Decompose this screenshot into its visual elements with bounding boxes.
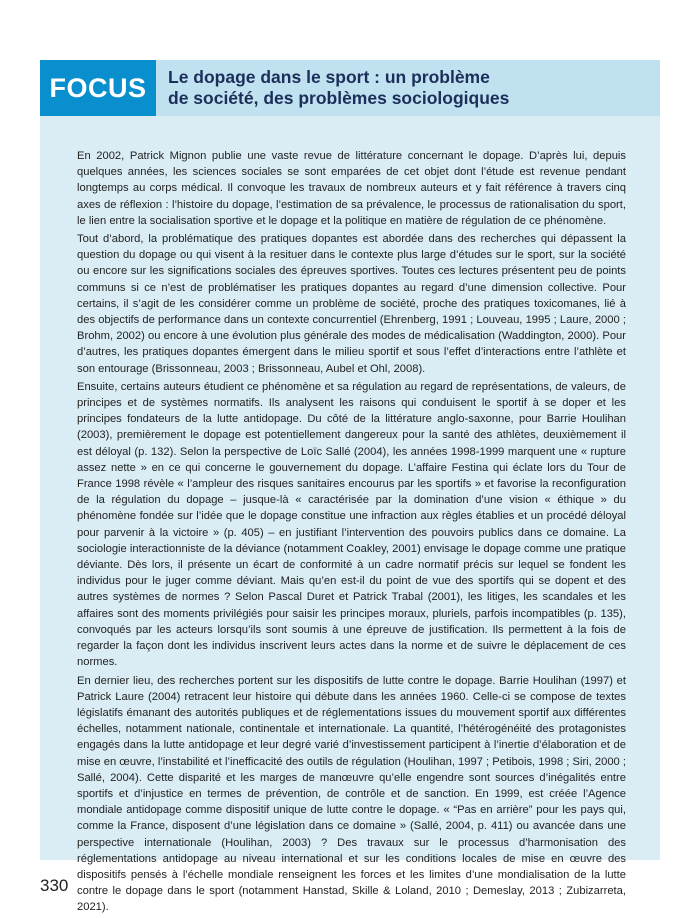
paragraph-4: En dernier lieu, des recherches portent sur les dispositifs de lutte contre le dopage. Barrie Houlihan (1997) et Patrick Laure (2004) retracent leur histoire qui débute dans les années 1960. Celle-ci se compose de textes législatifs émanant des autorités publiques et de réglementations issues du mouvement sportif aux différentes échelles, notamment nationale, continentale et internationale. La quantité, l’hétérogénéité des protagonistes engagés dans la lutte antidopage et leur degré varié d’investissement participent à l’inertie d’élaboration et de mise en œuvre, l’instabilité et l’inefficacité des outils de régulation (Houlihan, 1997 ; Petibois, 1998 ; Siri, 2000 ; Sallé, 2004). Cette disparité et les marges de manœuvre qu’elle engendre sont sources d’inégalités entre sportifs et d’injustice en termes de prévention, de contrôle et de sanction. En 1999, est créée l’Agence mondiale antidopage comme dispositif unique de lutte contre le dopage. « “Pas en arrière” pour les pays qui, comme la France, disposent d’une législation dans ce domaine » (Sallé, 2004, p. 411) ou avancée dans une perspective internationale (Houlihan, 2003) ? Des travaux sur le processus d’harmonisation des réglementations antidopage au niveau international et sur les conditions locales de mise en œuvre des dispositifs pensés à l’échelle mondiale renseignent les forces et les limites d’une mondialisation de la lutte contre le dopage dans le sport (notamment Hanstad, Skille & Loland, 2010 ; Demeslay, 2013 ; Zubizarreta, 2021). (77, 674, 626, 914)
focus-header (40, 60, 660, 116)
focus-tag: FOCUS (40, 60, 156, 116)
focus-body (77, 148, 626, 918)
focus-title (168, 67, 648, 109)
page-number: 330 (40, 876, 69, 895)
paragraph-1: En 2002, Patrick Mignon publie une vaste revue de littérature concernant le dopage. D’après lui, depuis quelques années, les sciences sociales se sont emparées de cet objet dont l’étude est revenue pendant longtemps au corps médical. Il convoque les travaux de nombreux auteurs et y fait référence à travers cinq axes de réflexion : l’histoire du dopage, l’estimation de sa prévalence, le processus de rationalisation du sport, le lien entre la socialisation sportive et le dopage et la politique en matière de régulation de ce phénomène. (77, 150, 626, 227)
focus-title-line-1: Le dopage dans le sport : un problème (168, 67, 490, 87)
paragraph-2: Tout d’abord, la problématique des pratiques dopantes est abordée dans des recherches qui dépassent la question du dopage ou qui visent à la resituer dans le contexte plus large d’études sur le sport, sur la société ou encore sur les significations sociales des épreuves sportives. Toutes ces lectures présentent peu de points communs si ce n’est de problématiser les pratiques dopantes au regard d’une dimension collective. Pour certains, il s’agit de les considérer comme un problème de société, proche des pratiques toxicomanes, lié à des objectifs de performance dans un contexte concurrentiel (Ehrenberg, 1991 ; Louveau, 1995 ; Laure, 2000 ; Brohm, 2002) ou encore à une évolution plus générale des modes de médicalisation (Waddington, 2000). Pour d’autres, les pratiques dopantes émergent dans le milieu sportif et sous l’effet d’interactions entre l’athlète et son entourage (Brissonneau, 2003 ; Brissonneau, Aubel et Ohl, 2008). (77, 233, 626, 375)
focus-title-line-2: de société, des problèmes sociologiques (168, 88, 510, 108)
paragraph-3: Ensuite, certains auteurs étudient ce phénomène et sa régulation au regard de représentations, de valeurs, de principes et de systèmes normatifs. Ils analysent les raisons qui conduisent le sportif à se doper et les principes fondateurs de la lutte antidopage. Du côté de la littérature anglo-saxonne, pour Barrie Houlihan (2003), premièrement le dopage est potentiellement dangereux pour la santé des athlètes, deuxièmement il est déloyal (p. 132). Selon la perspective de Loïc Sallé (2004), les années 1998-1999 marquent une « rupture assez nette » en ce qui concerne le gouvernement du dopage. L’affaire Festina qui éclate lors du Tour de France 1998 révèle « l’ampleur des risques sanitaires encourus par les sportifs » et favorise la reconfiguration de la régulation du dopage – jusque-là « caractérisée par la domination d’une vision « éthique » du phénomène fondée sur l’idée que le dopage constitue une infraction aux règles établies et un procédé déloyal pour parvenir à la victoire » (p. 405) – en justifiant l’intervention des pouvoirs publics dans ce domaine. La sociologie interactionniste de la déviance (notamment Coakley, 2001) envisage le dopage comme une pratique déviante. Dès lors, il présente un écart de conformité à un cadre normatif précis sur lequel se fondent les individus pour le juger comme déviant. Mais qu’en est-il du point de vue des sportifs qui se dopent et des autres systèmes de normes ? Selon Pascal Duret et Patrick Trabal (2001), les litiges, les scandales et les affaires sont des moments privilégiés pour saisir les principes moraux, pluriels, parfois incompatibles (p. 135), convoqués par les acteurs lorsqu’ils sont soumis à une épreuve de justification. Ils permettent à la fois de regarder la façon dont les individus inscrivent leurs actes dans la norme et de suivre le déplacement de ces normes. (77, 380, 626, 669)
